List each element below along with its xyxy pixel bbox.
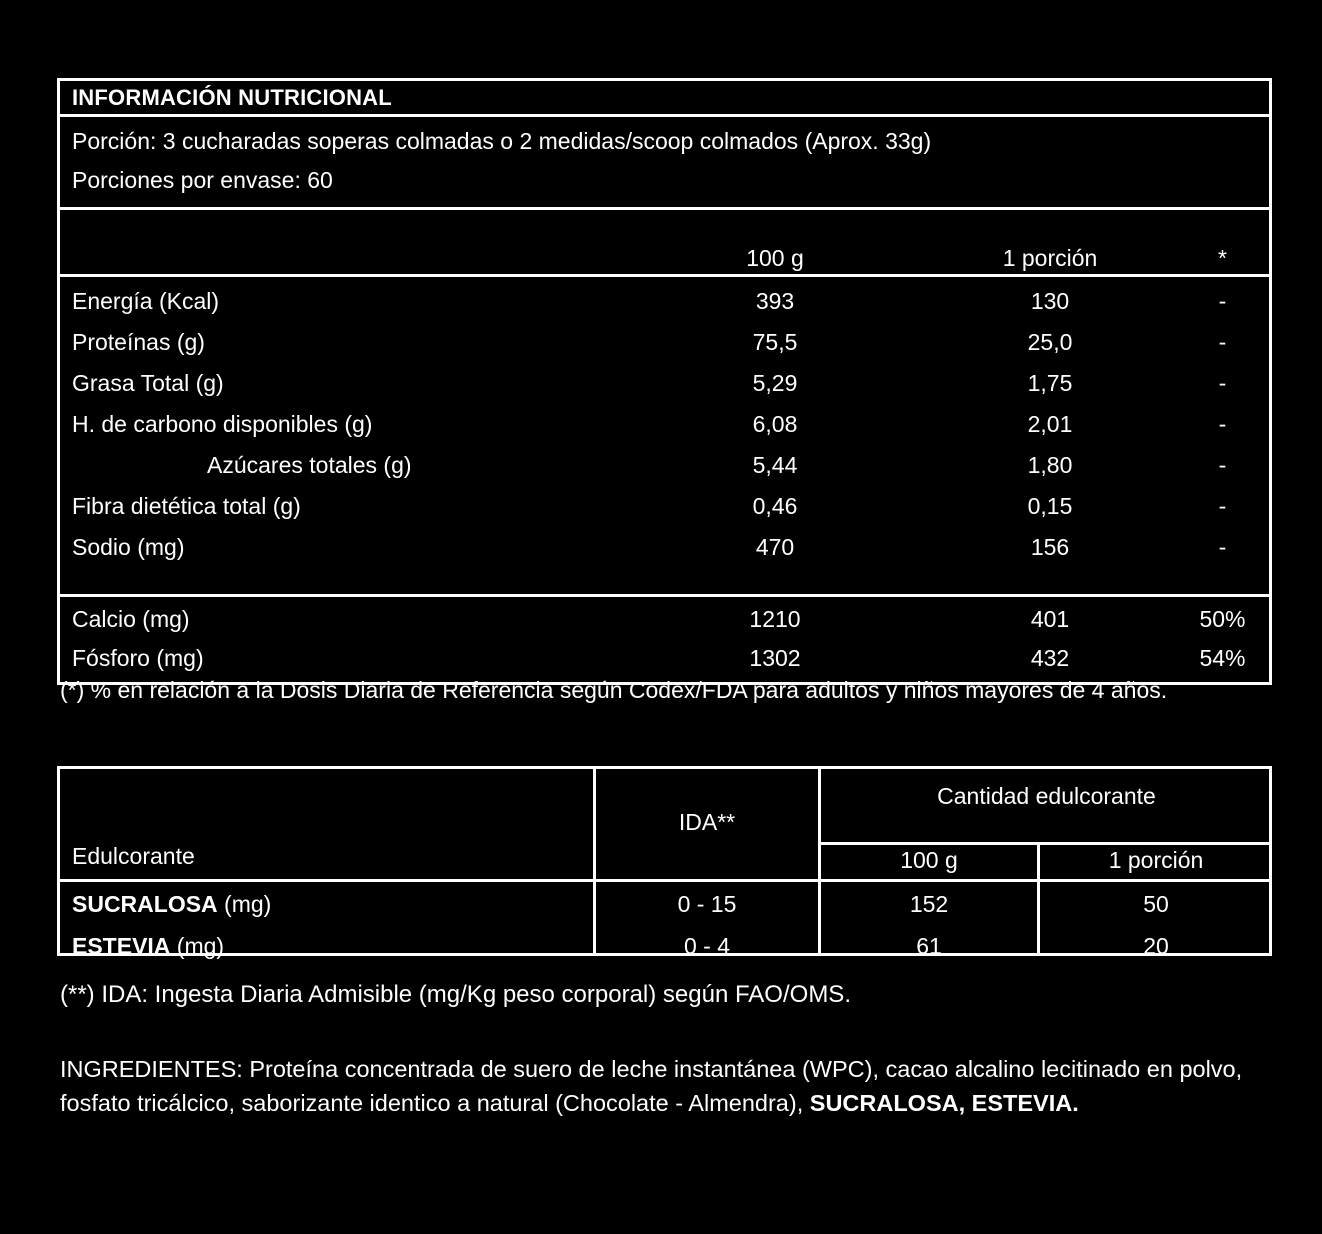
nutrient-value-dv: -	[1218, 411, 1227, 437]
quantity-100g-header: 100 g	[900, 847, 958, 873]
nutrient-name: Azúcares totales (g)	[207, 452, 412, 478]
nutrient-value-100g: 5,29	[752, 370, 798, 396]
sweetener-name-bold: SUCRALOSA	[72, 891, 218, 917]
ingredients-text	[60, 1052, 1265, 1120]
sweetener-value-portion: 20	[1143, 933, 1169, 959]
sweetener-name-bold: ESTEVIA	[72, 933, 171, 959]
nutrient-value-100g: 470	[755, 534, 795, 560]
column-header-band	[60, 210, 1269, 277]
portion-size-text: Porción: 3 cucharadas soperas colmadas o 2 medidas/scoop colmados (Aprox. 33g)	[72, 128, 932, 154]
sweetener-name	[72, 928, 224, 965]
table-row	[60, 928, 1269, 965]
sweetener-value-100g: 152	[909, 891, 949, 917]
table-row	[60, 486, 1269, 527]
nutrition-table-title-band	[60, 81, 1269, 117]
nutrient-value-100g: 0,46	[752, 493, 798, 519]
nutrient-value-portion: 1,80	[1027, 452, 1073, 478]
nutrient-value-portion: 25,0	[1027, 329, 1073, 355]
nutrient-value-portion: 156	[1030, 534, 1070, 560]
ingredients-body: INGREDIENTES: Proteína concentrada de suero de leche instantánea (WPC), cacao alcalino lecitinado en polvo, fosfato tricálcico, saborizante identico a natural (Chocolate - Almendra),	[60, 1056, 1243, 1116]
nutrient-value-portion: 2,01	[1027, 411, 1073, 437]
nutrient-value-dv: -	[1218, 493, 1227, 519]
nutrient-value-portion: 130	[1030, 288, 1070, 314]
nutrient-value-dv: -	[1218, 288, 1227, 314]
nutrient-name: Proteínas (g)	[72, 329, 205, 355]
nutrient-value-100g: 6,08	[752, 411, 798, 437]
ingredients-sweeteners: SUCRALOSA, ESTEVIA.	[809, 1090, 1079, 1116]
nutrient-value-100g: 393	[755, 288, 795, 314]
sweetener-ida-value: 0 - 4	[683, 933, 731, 959]
sweetener-table-divider-1	[593, 769, 596, 953]
table-row	[60, 886, 1269, 923]
nutrient-name: H. de carbono disponibles (g)	[72, 411, 373, 437]
nutrient-value-dv: -	[1218, 329, 1227, 355]
table-row	[60, 445, 1269, 486]
nutrient-value-100g: 75,5	[752, 329, 798, 355]
nutrient-value-dv: -	[1218, 370, 1227, 396]
table-row	[60, 600, 1269, 639]
column-header-daily-value: *	[1218, 245, 1227, 271]
sweetener-table	[57, 766, 1272, 959]
quantity-portion-header: 1 porción	[1108, 847, 1204, 873]
portions-per-container-text: Porciones por envase: 60	[72, 167, 333, 193]
quantity-column-header: Cantidad edulcorante	[937, 783, 1156, 809]
table-row	[60, 281, 1269, 322]
nutrition-facts-table	[57, 78, 1272, 685]
sweetener-value-portion: 50	[1143, 891, 1169, 917]
sweetener-value-100g: 61	[916, 933, 942, 959]
nutrient-name: Grasa Total (g)	[72, 370, 224, 396]
sweetener-name	[72, 886, 271, 923]
nutrient-value-dv: -	[1218, 534, 1227, 560]
table-row	[60, 322, 1269, 363]
nutrient-value-portion: 0,15	[1027, 493, 1073, 519]
mineral-rows-band	[60, 597, 1269, 682]
nutrient-name: Calcio (mg)	[72, 606, 190, 632]
nutrient-value-portion: 401	[1030, 606, 1070, 632]
table-row	[60, 527, 1269, 568]
nutrient-value-dv: -	[1218, 452, 1227, 478]
sweetener-quantity-rule	[818, 842, 1269, 845]
column-header-per-portion: 1 porción	[1002, 245, 1098, 271]
nutrient-name: Sodio (mg)	[72, 534, 185, 560]
nutrient-value-100g: 5,44	[752, 452, 798, 478]
nutrient-name: Fibra dietética total (g)	[72, 493, 301, 519]
column-header-100g: 100 g	[746, 245, 804, 271]
nutrient-value-dv: 54%	[1199, 645, 1246, 671]
table-row	[60, 404, 1269, 445]
daily-value-footnote: (*) % en relación a la Dosis Diaria de Referencia según Codex/FDA para adultos y niños mayores de 4 años.	[60, 677, 1168, 703]
sweetener-table-header-rule	[60, 879, 1269, 882]
sweetener-name-unit: (mg)	[217, 891, 272, 917]
nutrient-value-100g: 1302	[749, 645, 801, 671]
nutrient-rows-band	[60, 277, 1269, 597]
nutrient-value-portion: 432	[1030, 645, 1070, 671]
nutrient-value-portion: 1,75	[1027, 370, 1073, 396]
page-title: INFORMACIÓN NUTRICIONAL	[72, 84, 392, 110]
nutrient-value-dv: 50%	[1199, 606, 1246, 632]
portion-info-band	[60, 117, 1269, 210]
nutrient-name: Energía (Kcal)	[72, 288, 220, 314]
sweetener-ida-value: 0 - 15	[677, 891, 737, 917]
sweetener-name-unit: (mg)	[170, 933, 225, 959]
nutrient-value-100g: 1210	[749, 606, 801, 632]
sweetener-column-header: Edulcorante	[72, 843, 195, 869]
nutrient-name: Fósforo (mg)	[72, 645, 204, 671]
table-row	[60, 363, 1269, 404]
ida-footnote: (**) IDA: Ingesta Diaria Admisible (mg/Kg peso corporal) según FAO/OMS.	[60, 981, 851, 1008]
ida-column-header: IDA**	[678, 809, 736, 835]
